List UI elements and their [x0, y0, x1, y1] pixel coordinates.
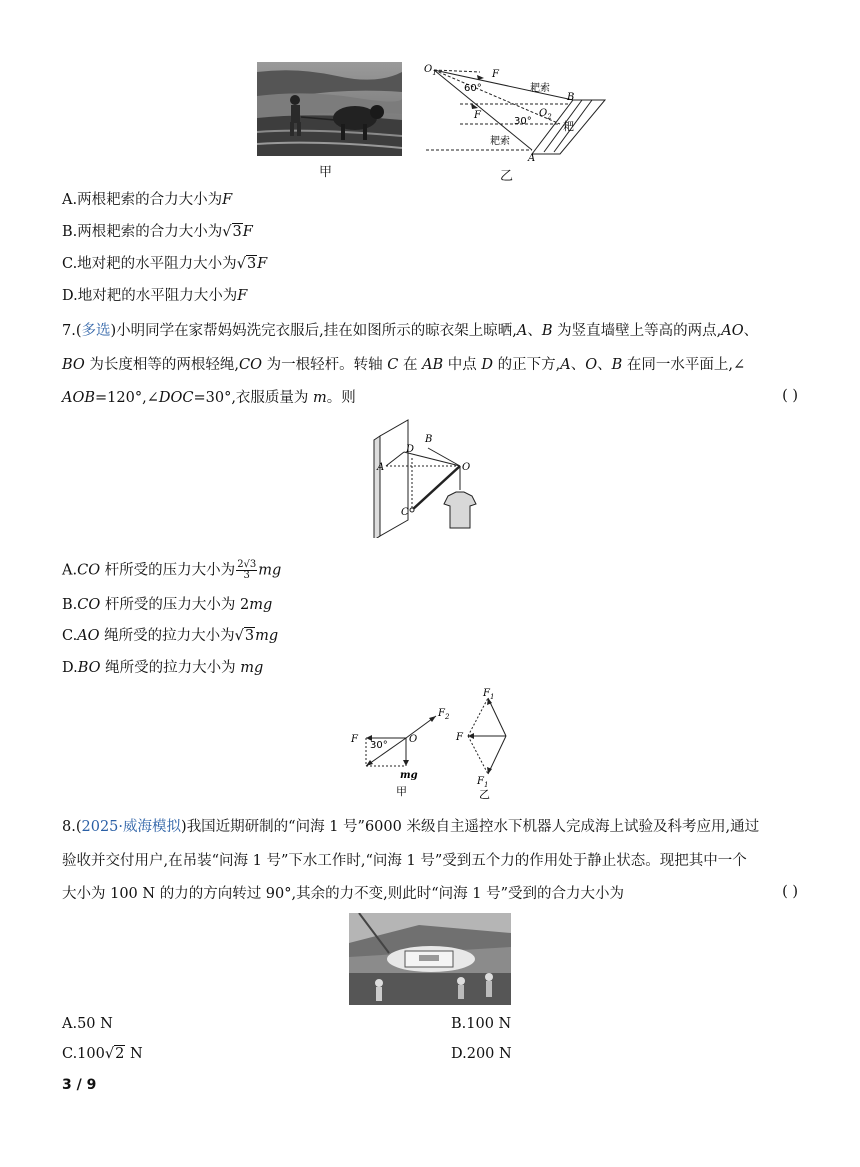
q6-option-a-sym: F — [222, 192, 233, 208]
q8-oc-post: N — [125, 1046, 143, 1062]
q7-l2j: 的正下方, — [493, 357, 561, 373]
label-angle-60: 60° — [464, 83, 482, 94]
rack-label-b: B — [425, 434, 433, 445]
q7-l2k: A — [560, 357, 571, 373]
label-b: B — [567, 92, 575, 103]
q7-l3e: m — [313, 390, 327, 406]
q7-ob-rod: CO — [77, 597, 101, 613]
underwater-robot-photo — [349, 913, 511, 1005]
q7-l2o: B — [611, 357, 623, 373]
q7-ob-pre: B. — [62, 597, 78, 613]
page-number: 3 / 9 — [62, 1077, 97, 1093]
q7-oa-pre: A. — [62, 562, 78, 579]
label-rope-bottom: 耙索 — [490, 136, 510, 147]
q7-l2f: 在 — [398, 357, 423, 373]
fraction-denominator: 3 — [243, 570, 250, 581]
q6-option-c-sym: F — [257, 256, 268, 272]
q8-line3: 大小为 100 N 的力的方向转过 90°,其余的力不变,则此时“问海 1 号”受到的合力大小为 — [62, 886, 624, 902]
q7-l2g: AB — [422, 357, 444, 373]
q7-l1g: 、 — [743, 323, 759, 339]
q6-option-d-text: D.地对耙的水平阻力大小为 — [62, 288, 238, 304]
label-o2: O — [539, 108, 548, 119]
label-o1-sub: 1 — [432, 69, 437, 77]
q6-option-d — [62, 286, 247, 306]
rack-label-c: C — [401, 507, 409, 518]
q8-oc-rad: 2 — [115, 1046, 125, 1062]
sol-label-f1-top-sub: 1 — [489, 693, 495, 701]
q8-answer-bracket: ( ) — [782, 884, 798, 900]
q7-option-c — [62, 626, 278, 646]
sol-caption-yi: 乙 — [479, 788, 490, 800]
rake-force-diagram — [420, 58, 610, 164]
q7-l2m: O — [585, 357, 598, 373]
sqrt-symbol: √2 — [104, 1046, 125, 1062]
ox-plough-photo — [257, 62, 402, 156]
q8-source-close: ) — [181, 819, 187, 835]
sol-label-f1-top: F — [483, 688, 490, 699]
q7-l2e: C — [387, 357, 399, 373]
sol-caption-jia: 甲 — [396, 785, 407, 798]
q7-l2l: 、 — [570, 357, 586, 373]
sqrt-symbol: √3 — [222, 224, 242, 240]
q7-stem-line2 — [62, 355, 745, 375]
q6-option-b — [62, 222, 253, 242]
q7-l2a: BO — [62, 357, 85, 373]
q7-od-mid: 绳所受的拉力大小为 — [100, 660, 241, 676]
q7-l2h: 中点 — [443, 357, 482, 373]
label-f-top: F — [492, 69, 499, 80]
q7-od-pre: D. — [62, 660, 78, 676]
q7-tag: 多选 — [81, 323, 111, 339]
q7-l3f: 。则 — [326, 390, 356, 406]
sol-label-angle: 30° — [370, 740, 388, 751]
q7-option-b — [62, 595, 272, 615]
q7-ob-mid: 杆所受的压力大小为 2 — [100, 597, 250, 613]
q6-option-c — [62, 254, 267, 274]
q8-option-a: A.50 N — [62, 1016, 113, 1032]
q7-stem-line1 — [62, 321, 758, 341]
q8-stem-line2 — [62, 851, 747, 871]
q8-option-b: B.100 N — [451, 1016, 512, 1032]
q7-oc-rod: AO — [77, 628, 100, 644]
label-f-mid: F — [474, 110, 481, 121]
rack-label-a: A — [377, 462, 385, 473]
q7-number: 7.( — [62, 323, 82, 339]
q7-l3c: DOC — [158, 390, 194, 406]
svg-text:O2 — [539, 108, 552, 121]
q8-stem-line3 — [62, 884, 624, 904]
q7-l2c: CO — [239, 357, 263, 373]
q6-option-a-text: A.两根耙索的合力大小为 — [62, 192, 223, 208]
q7-l1a: 小明同学在家帮妈妈洗完衣服后,挂在如图所示的晾衣架上晾晒, — [116, 323, 517, 339]
svg-text:F2 — [437, 708, 450, 721]
fig-jia-caption: 甲 — [319, 165, 333, 180]
q7-oa-tail: mg — [258, 562, 282, 579]
fraction — [236, 560, 257, 581]
sol-label-f1-bottom-sub: 1 — [483, 781, 489, 789]
q6-option-b-text: B.两根耙索的合力大小为 — [62, 224, 223, 240]
q6-option-a — [62, 190, 232, 210]
q8-line2: 验收并交付用户,在吊装“问海 1 号”下水工作时,“问海 1 号”受到五个力的作用处于静止状态。现把其中一个 — [62, 853, 747, 869]
label-rope-top: 耙索 — [530, 83, 550, 94]
fraction-numerator: 2√3 — [237, 559, 257, 570]
q7-answer-bracket: ( ) — [782, 388, 798, 404]
fig-yi-caption: 乙 — [500, 169, 514, 184]
q7-stem-line3 — [62, 388, 356, 408]
label-o1: O — [424, 64, 433, 75]
rack-label-o: O — [462, 462, 471, 473]
q7-oc-pre: C. — [62, 628, 78, 644]
q8-line1: 我国近期研制的“问海 1 号”6000 米级自主遥控水下机器人完成海上试验及科考应用,通过 — [186, 819, 760, 835]
label-rake: 耙 — [563, 120, 574, 133]
q6-option-b-sym: F — [242, 224, 253, 240]
q7-l2n: 、 — [597, 357, 612, 373]
label-o2-sub: 2 — [547, 113, 552, 121]
q7-oc-mid: 绳所受的拉力大小为 — [99, 628, 235, 644]
rack-label-d: D — [406, 444, 415, 455]
q6-option-d-sym: F — [237, 288, 248, 304]
q7-l3d: =30°,衣服质量为 — [193, 390, 314, 406]
clothes-rack-diagram — [368, 418, 493, 538]
q7-l1c: 、 — [527, 323, 542, 339]
q7-oa-mid: 杆所受的压力大小为 — [100, 562, 236, 579]
q7-l2p: 在同一水平面上,∠ — [622, 357, 746, 373]
sol-label-mg: mg — [400, 770, 418, 781]
sol-label-f2: F — [438, 708, 445, 719]
q7-l3b: =120°,∠ — [95, 390, 159, 406]
force-analysis-diagram — [346, 686, 526, 800]
sqrt-symbol: √3 — [234, 628, 255, 644]
q7-l3a: AOB — [62, 390, 96, 406]
q7-l1e: 为竖直墙壁上等高的两点, — [552, 323, 722, 339]
sol-label-f1-bottom: F — [477, 776, 484, 787]
q8-stem-line1 — [62, 817, 759, 837]
q6-option-c-rad: 3 — [246, 256, 257, 272]
q7-oc-rad: 3 — [244, 628, 255, 644]
q7-l1d: B — [541, 323, 553, 339]
sqrt-symbol: √3 — [236, 256, 257, 272]
q8-option-d: D.200 N — [451, 1046, 512, 1062]
q7-l1b: A — [516, 323, 528, 339]
label-angle-30: 30° — [514, 116, 532, 127]
q7-od-tail: mg — [240, 660, 264, 676]
q8-number: 8.( — [62, 819, 82, 835]
q6-option-b-rad: 3 — [232, 224, 242, 240]
q7-l2b: 为长度相等的两根轻绳, — [84, 357, 240, 373]
q6-option-c-text: C.地对耙的水平阻力大小为 — [62, 256, 237, 272]
svg-text:O1 — [424, 64, 437, 77]
sol-label-f: F — [351, 734, 358, 745]
q8-option-c — [62, 1044, 143, 1064]
q8-source: 2025·威海模拟 — [81, 819, 182, 835]
q7-oa-rod: CO — [77, 562, 101, 579]
sol-label-f-mid: F — [456, 732, 463, 743]
q7-option-d — [62, 658, 263, 678]
q7-l2d: 为一根轻杆。转轴 — [262, 357, 388, 373]
q7-od-rod: BO — [77, 660, 101, 676]
sol-label-f2-sub: 2 — [444, 713, 450, 721]
q7-ob-tail: mg — [249, 597, 273, 613]
sol-label-o: O — [409, 734, 418, 745]
q8-oc-pre: C.100 — [62, 1046, 105, 1062]
label-a: A — [528, 153, 536, 164]
q7-option-a — [62, 560, 281, 581]
q7-l1f: AO — [721, 323, 744, 339]
q7-oc-tail: mg — [255, 628, 279, 644]
q7-tag-close: ) — [110, 323, 117, 339]
q7-l2i: D — [481, 357, 494, 373]
